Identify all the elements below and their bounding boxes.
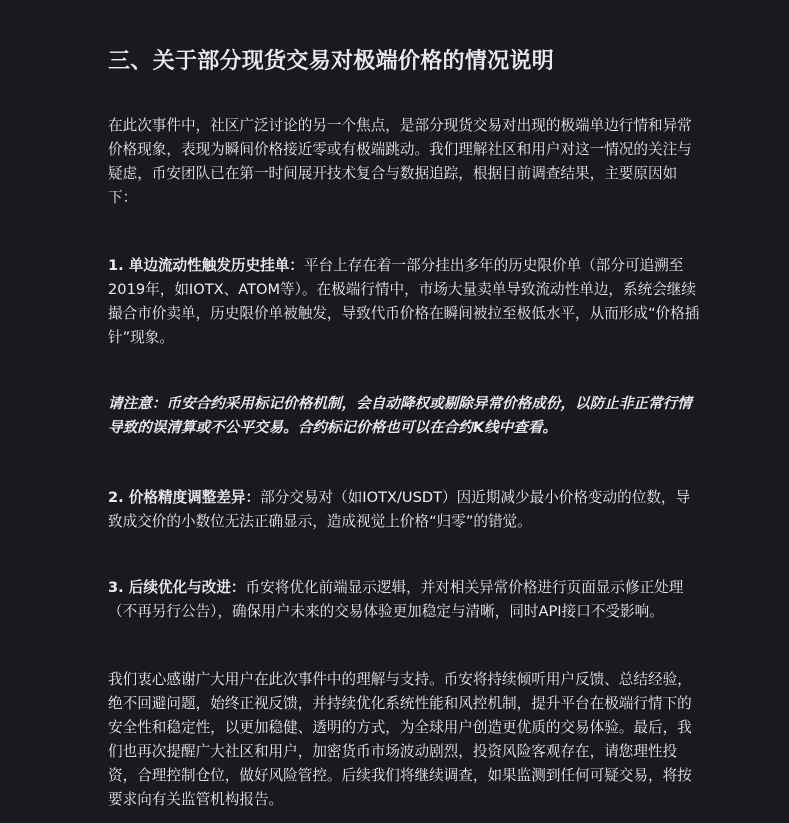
section-title: 三、关于部分现货交易对极端价格的情况说明	[108, 49, 555, 74]
cause-item-2	[108, 486, 703, 534]
cause-item-2-lead: 2. 价格精度调整差异：	[108, 489, 261, 506]
cause-item-3	[108, 576, 703, 624]
closing-paragraph: 我们衷心感谢广大用户在此次事件中的理解与支持。币安将持续倾听用户反馈、总结经验，绝不回避问题，始终正视反馈，并持续优化系统性能和风控机制，提升平台在极端行情下的安全性和稳定性，以更加稳健、透明的方式，为全球用户创造更优质的交易体验。最后，我们也再次提醒广大社区和用户，加密货币市场波动剧烈，投资风险客观存在，请您理性投资，合理控制仓位，做好风险管控。后续我们将继续调查，如果监测到任何可疑交易，将按要求向有关监管机构报告。	[108, 671, 692, 808]
cause-item-2-text: 部分交易对（如IOTX/USDT）因近期减少最小价格变动的位数，导致成交价的小数位无法正确显示，造成视觉上价格“归零”的错觉。	[108, 489, 691, 530]
note-paragraph: 请注意：币安合约采用标记价格机制，会自动降权或剔除异常价格成份，以防止非正常行情导致的误清算或不公平交易。合约标记价格也可以在合约K线中查看。	[108, 395, 692, 436]
cause-item-1-lead: 1. 单边流动性触发历史挂单：	[108, 257, 304, 274]
cause-item-3-lead: 3. 后续优化与改进：	[108, 579, 246, 596]
cause-item-3-text: 币安将优化前端显示逻辑，并对相关异常价格进行页面显示修正处理（不再另行公告），确保用户未来的交易体验更加稳定与清晰，同时API接口不受影响。	[108, 579, 684, 620]
cause-item-1-text: 平台上存在着一部分挂出多年的历史限价单（部分可追溯至2019年，如IOTX、ATOM等）。在极端行情中，市场大量卖单导致流动性单边，系统会继续撮合市价卖单，历史限价单被触发，导致代币价格在瞬间被拉至极低水平，从而形成“价格插针”现象。	[108, 257, 700, 346]
intro-paragraph: 在此次事件中，社区广泛讨论的另一个焦点，是部分现货交易对出现的极端单边行情和异常价格现象，表现为瞬间价格接近零或有极端跳动。我们理解社区和用户对这一情况的关注与疑虑，币安团队已在第一时间展开技术复合与数据追踪，根据目前调查结果，主要原因如下：	[108, 117, 692, 206]
cause-item-1	[108, 254, 703, 350]
